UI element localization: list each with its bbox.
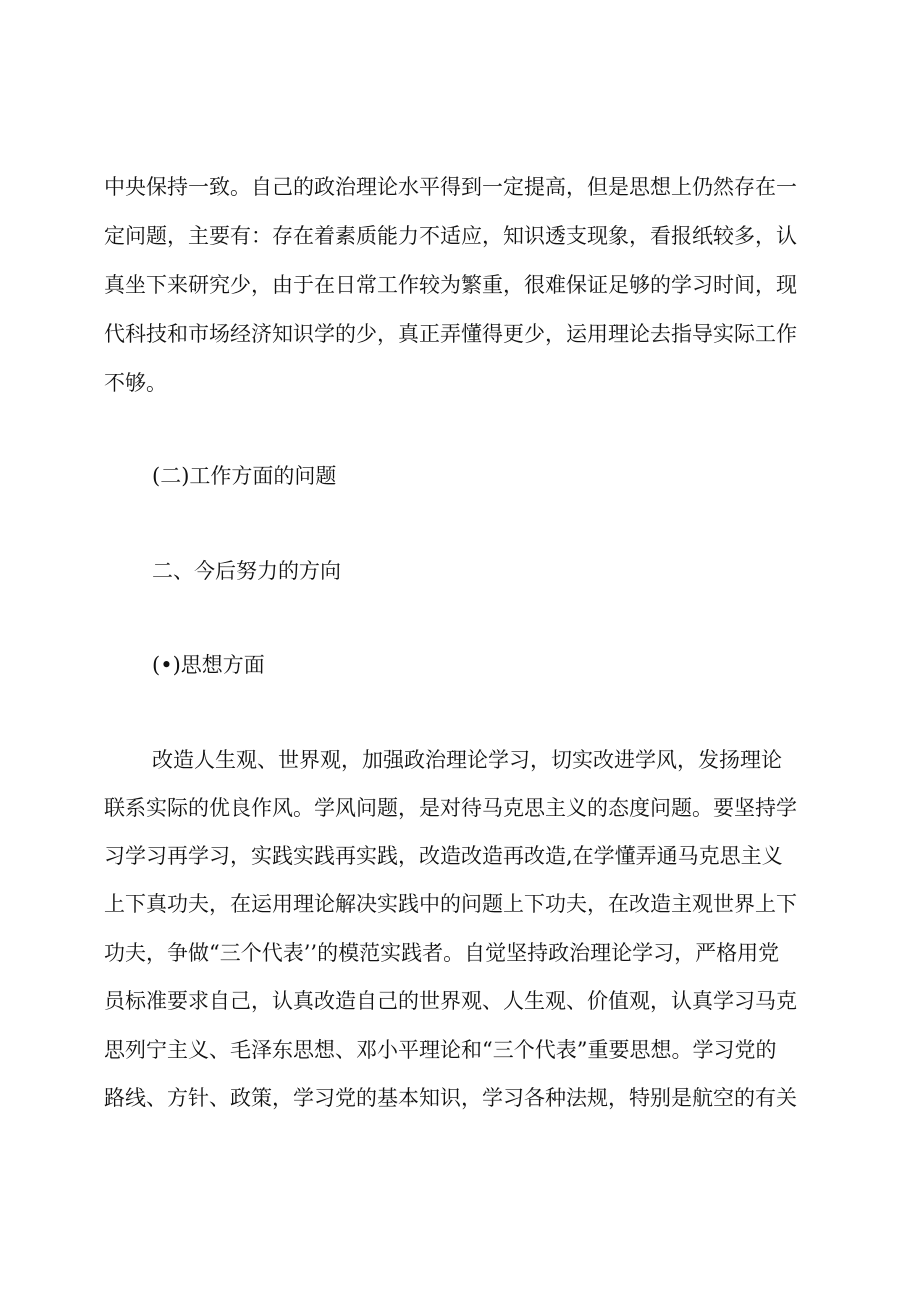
paragraph-2-line-8: 路线、方针、政策，学习党的基本知识，学习各种法规，特别是航空的有关 [104, 1086, 797, 1110]
paragraph-1-line-3: 真坐下来研究少，由于在日常工作较为繁重，很难保证足够的学习时间，现 [104, 273, 797, 297]
paragraph-2-line-2: 联系实际的优良作风。学风问题，是对待马克思主义的态度问题。要坚持学 [104, 796, 797, 820]
paragraph-2-line-6: 员标准要求自己，认真改造自己的世界观、人生观、价值观，认真学习马克 [104, 989, 797, 1013]
heading-work-issues: (二)工作方面的问题 [152, 464, 337, 488]
paragraph-2-line-7: 思列宁主义、毛泽东思想、邓小平理论和“三个代表”重要思想。学习党的 [104, 1038, 777, 1062]
paragraph-1-line-1: 中央保持一致。自己的政治理论水平得到一定提高，但是思想上仍然存在一 [104, 175, 797, 199]
paragraph-2-line-5: 功夫，争做“三个代表’’的模范实践者。自觉坚持政治理论学习，严格用党 [104, 941, 780, 965]
paragraph-1-line-5: 不够。 [104, 371, 167, 395]
paragraph-2-line-1: 改造人生观、世界观，加强政治理论学习，切实改进学风，发扬理论 [152, 748, 782, 772]
paragraph-1-line-2: 定问题，主要有：存在着素质能力不适应，知识透支现象，看报纸较多，认 [104, 224, 797, 248]
heading-thought: (•)思想方面 [152, 653, 265, 677]
paragraph-2-line-4: 上下真功夫，在运用理论解决实践中的问题上下功夫，在改造主观世界上下 [104, 892, 797, 916]
heading-future-direction: 二、今后努力的方向 [152, 559, 341, 583]
paragraph-1-line-4: 代科技和市场经济知识学的少，真正弄懂得更少，运用理论去指导实际工作 [104, 322, 797, 346]
paragraph-2-line-3: 习学习再学习，实践实践再实践，改造改造再改造,在学懂弄通马克思主义 [104, 844, 783, 868]
